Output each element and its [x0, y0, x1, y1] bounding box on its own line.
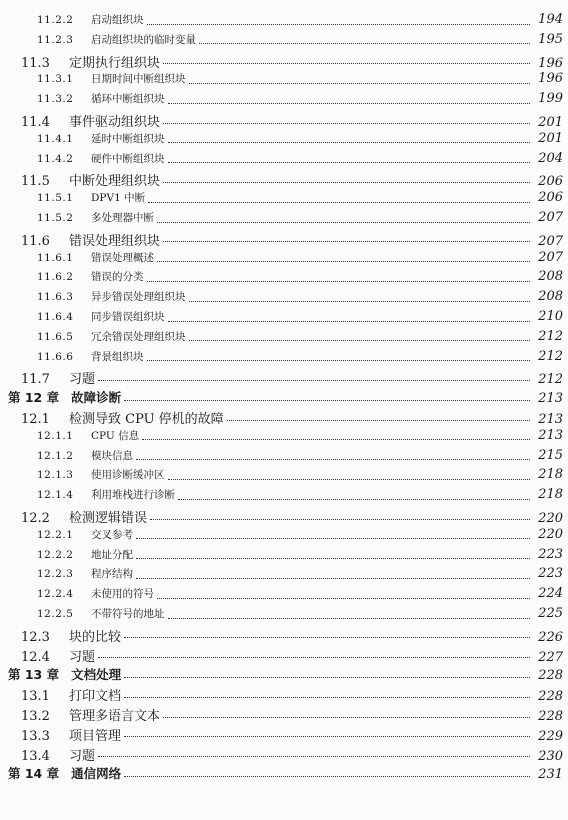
entry-number: 13.4 [21, 748, 50, 764]
entry-page-number: 195 [538, 31, 563, 47]
toc-section-entry [0, 52, 568, 70]
entry-title: 延时中断组织块 [91, 132, 165, 145]
entry-number: 12.1.3 [37, 469, 74, 482]
entry-number: 11.4.1 [37, 132, 74, 145]
toc-subsection-entry [0, 349, 568, 367]
toc-chapter-entry [0, 388, 568, 406]
entry-title: 习题 [69, 649, 96, 665]
toc-section-entry [0, 111, 568, 129]
entry-title: 检测导致 CPU 停机的故障 [69, 412, 224, 427]
entry-page-number: 213 [538, 412, 563, 427]
toc-subsection-entry [0, 487, 568, 505]
entry-title: 块的比较 [69, 629, 122, 645]
entry-number: 11.6.3 [37, 291, 74, 304]
entry-title: 同步错误组织块 [91, 311, 165, 323]
toc-subsection-entry [0, 71, 568, 89]
entry-title: 背景组织块 [91, 350, 144, 363]
entry-page-number: 212 [538, 372, 563, 388]
entry-page-number: 220 [538, 526, 563, 542]
entry-page-number: 208 [538, 269, 563, 285]
entry-page-number: 212 [538, 328, 563, 344]
entry-page-number: 215 [538, 447, 563, 463]
entry-page-number: 213 [538, 391, 563, 407]
toc-subsection-entry [0, 428, 568, 446]
entry-title: 冗余错误处理组织块 [91, 330, 186, 343]
toc-section-entry [0, 626, 568, 644]
entry-title: 通信网络 [71, 766, 122, 782]
dot-leader [178, 499, 530, 500]
entry-number: 11.6.2 [37, 271, 74, 284]
dot-leader [168, 618, 531, 619]
entry-title: 启动组织块的临时变量 [91, 33, 196, 46]
dot-leader [163, 123, 530, 124]
toc-subsection-entry [0, 250, 568, 268]
toc-subsection-entry [0, 131, 568, 149]
entry-title: CPU 信息 [91, 429, 140, 442]
entry-number: 12.2 [21, 511, 50, 526]
entry-number: 11.2.2 [37, 14, 74, 26]
entry-page-number: 204 [538, 150, 563, 166]
toc-section-entry [0, 685, 568, 703]
toc-section-entry [0, 705, 568, 723]
dot-leader [157, 261, 530, 262]
entry-page-number: 201 [538, 115, 563, 130]
entry-number: 12.2.4 [37, 588, 74, 601]
entry-page-number: 212 [538, 348, 563, 364]
toc-section-entry [0, 368, 568, 386]
entry-title: 启动组织块 [91, 14, 144, 26]
entry-page-number: 230 [538, 748, 563, 764]
toc-section-entry [0, 725, 568, 743]
entry-page-number: 206 [538, 174, 563, 190]
entry-title: 多处理器中断 [91, 212, 154, 224]
entry-number: 12.2.5 [37, 608, 74, 620]
entry-page-number: 224 [538, 586, 563, 602]
entry-title: 程序结构 [91, 568, 133, 581]
entry-title: 错误的分类 [91, 271, 144, 284]
entry-number: 12.1.2 [37, 449, 74, 462]
entry-number: 11.6 [21, 233, 50, 249]
entry-number: 11.5.1 [37, 192, 74, 205]
dot-leader [98, 657, 530, 658]
dot-leader [189, 340, 531, 341]
entry-page-number: 223 [538, 566, 563, 582]
entry-number: 11.5.2 [37, 212, 74, 224]
dot-leader [147, 281, 531, 282]
entry-title: 打印文档 [69, 689, 122, 705]
dot-leader [163, 717, 530, 718]
entry-title: 检测逻辑错误 [69, 511, 148, 526]
entry-number: 11.3.1 [37, 73, 74, 86]
dot-leader [136, 578, 530, 579]
entry-title: 错误处理概述 [91, 251, 154, 264]
entry-title: 项目管理 [69, 728, 122, 744]
entry-number: 12.3 [21, 629, 50, 645]
entry-page-number: 207 [538, 210, 563, 225]
toc-subsection-entry [0, 32, 568, 50]
entry-page-number: 207 [538, 249, 563, 265]
entry-number: 第 12 章 [8, 390, 60, 406]
toc-subsection-entry [0, 467, 568, 485]
entry-page-number: 228 [538, 668, 563, 684]
entry-number: 11.5 [21, 174, 50, 190]
entry-number: 11.6.5 [37, 330, 74, 343]
entry-page-number: 229 [538, 728, 563, 744]
dot-leader [163, 63, 530, 64]
dot-leader [157, 598, 530, 599]
entry-number: 12.4 [21, 649, 50, 665]
entry-title: 习题 [69, 748, 96, 764]
dot-leader [147, 360, 531, 361]
entry-page-number: 206 [538, 190, 563, 206]
entry-title: 管理多语言文本 [69, 709, 161, 724]
entry-page-number: 210 [538, 309, 563, 324]
entry-page-number: 196 [538, 55, 563, 71]
entry-number: 11.2.3 [37, 33, 74, 46]
toc-subsection-entry [0, 12, 568, 30]
dot-leader [147, 24, 531, 25]
dot-leader [157, 222, 530, 223]
entry-number: 11.4 [21, 115, 50, 130]
toc-subsection-entry [0, 586, 568, 604]
dot-leader [168, 321, 531, 322]
entry-page-number: 218 [538, 487, 563, 503]
entry-title: 交叉参考 [91, 528, 133, 541]
entry-number: 11.6.4 [37, 311, 74, 323]
dot-leader [136, 558, 530, 559]
toc-subsection-entry [0, 547, 568, 565]
entry-page-number: 226 [538, 629, 563, 645]
dot-leader [142, 439, 530, 440]
entry-number: 第 14 章 [8, 766, 60, 782]
toc-subsection-entry [0, 448, 568, 466]
entry-number: 12.1.1 [37, 429, 74, 442]
entry-number: 11.7 [21, 372, 50, 388]
toc-section-entry [0, 646, 568, 664]
entry-title: 中断处理组织块 [69, 174, 161, 190]
entry-title: 定期执行组织块 [69, 55, 161, 71]
toc-subsection-entry [0, 309, 568, 327]
entry-title: 故障诊断 [71, 390, 122, 406]
toc-section-entry [0, 170, 568, 188]
entry-page-number: 196 [538, 71, 563, 87]
entry-number: 11.6.6 [37, 350, 74, 363]
entry-page-number: 208 [538, 289, 563, 305]
toc-subsection-entry [0, 606, 568, 624]
toc-subsection-entry [0, 289, 568, 307]
entry-page-number: 199 [538, 91, 563, 107]
dot-leader [227, 420, 530, 421]
toc-subsection-entry [0, 566, 568, 584]
entry-page-number: 231 [538, 767, 563, 783]
entry-number: 12.1.4 [37, 489, 74, 502]
entry-page-number: 213 [538, 427, 563, 443]
dot-leader [136, 459, 530, 460]
entry-number: 12.2.3 [37, 568, 74, 581]
entry-number: 12.1 [21, 412, 50, 427]
entry-page-number: 228 [538, 709, 563, 724]
entry-title: 未使用的符号 [91, 588, 154, 601]
entry-title: 事件驱动组织块 [69, 115, 161, 130]
toc-subsection-entry [0, 210, 568, 228]
toc-section-entry [0, 230, 568, 248]
entry-page-number: 220 [538, 511, 563, 526]
dot-leader [124, 776, 530, 777]
entry-page-number: 228 [538, 689, 563, 705]
toc-section-entry [0, 507, 568, 525]
toc-subsection-entry [0, 190, 568, 208]
toc-chapter-entry [0, 665, 568, 683]
entry-title: 模块信息 [91, 449, 133, 462]
toc-subsection-entry [0, 269, 568, 287]
entry-title: 硬件中断组织块 [91, 152, 165, 165]
entry-title: 日期时间中断组织块 [91, 73, 186, 86]
entry-title: 错误处理组织块 [69, 233, 161, 249]
entry-title: 利用堆栈进行诊断 [91, 489, 175, 502]
dot-leader [98, 380, 530, 381]
dot-leader [189, 83, 531, 84]
dot-leader [168, 103, 531, 104]
dot-leader [124, 697, 530, 698]
toc-section-entry [0, 745, 568, 763]
entry-title: 循环中断组织块 [91, 93, 165, 106]
entry-number: 12.2.2 [37, 548, 74, 561]
toc-subsection-entry [0, 329, 568, 347]
entry-title: 使用诊断缓冲区 [91, 469, 165, 482]
entry-page-number: 194 [538, 12, 563, 27]
entry-number: 11.3.2 [37, 93, 74, 106]
entry-number: 13.2 [21, 709, 50, 724]
entry-number: 13.1 [21, 689, 50, 705]
entry-title: 文档处理 [71, 667, 122, 683]
entry-title: 异步错误处理组织块 [91, 291, 186, 304]
entry-title: DPV1 中断 [91, 192, 146, 205]
dot-leader [148, 202, 530, 203]
entry-title: 地址分配 [91, 548, 133, 561]
dot-leader [163, 182, 530, 183]
dot-leader [168, 142, 531, 143]
entry-page-number: 207 [538, 233, 563, 249]
entry-page-number: 227 [538, 649, 563, 665]
dot-leader [98, 756, 530, 757]
dot-leader [199, 43, 530, 44]
dot-leader [150, 519, 530, 520]
dot-leader [124, 677, 530, 678]
entry-number: 11.6.1 [37, 251, 74, 264]
dot-leader [136, 538, 530, 539]
toc-chapter-entry [0, 764, 568, 782]
toc-subsection-entry [0, 527, 568, 545]
dot-leader [168, 479, 531, 480]
dot-leader [124, 637, 530, 638]
entry-page-number: 201 [538, 130, 563, 146]
entry-number: 12.2.1 [37, 528, 74, 541]
dot-leader [163, 241, 530, 242]
entry-number: 第 13 章 [8, 667, 60, 683]
entry-page-number: 223 [538, 546, 563, 562]
entry-page-number: 218 [538, 467, 563, 483]
entry-title: 习题 [69, 372, 96, 388]
entry-number: 11.3 [21, 55, 50, 71]
toc-subsection-entry [0, 151, 568, 169]
entry-number: 13.3 [21, 728, 50, 744]
entry-number: 11.4.2 [37, 152, 74, 165]
dot-leader [124, 400, 530, 401]
dot-leader [124, 736, 530, 737]
toc-section-entry [0, 408, 568, 426]
dot-leader [168, 162, 531, 163]
entry-title: 不带符号的地址 [91, 608, 165, 620]
toc-subsection-entry [0, 91, 568, 109]
dot-leader [189, 301, 531, 302]
entry-page-number: 225 [538, 606, 563, 621]
